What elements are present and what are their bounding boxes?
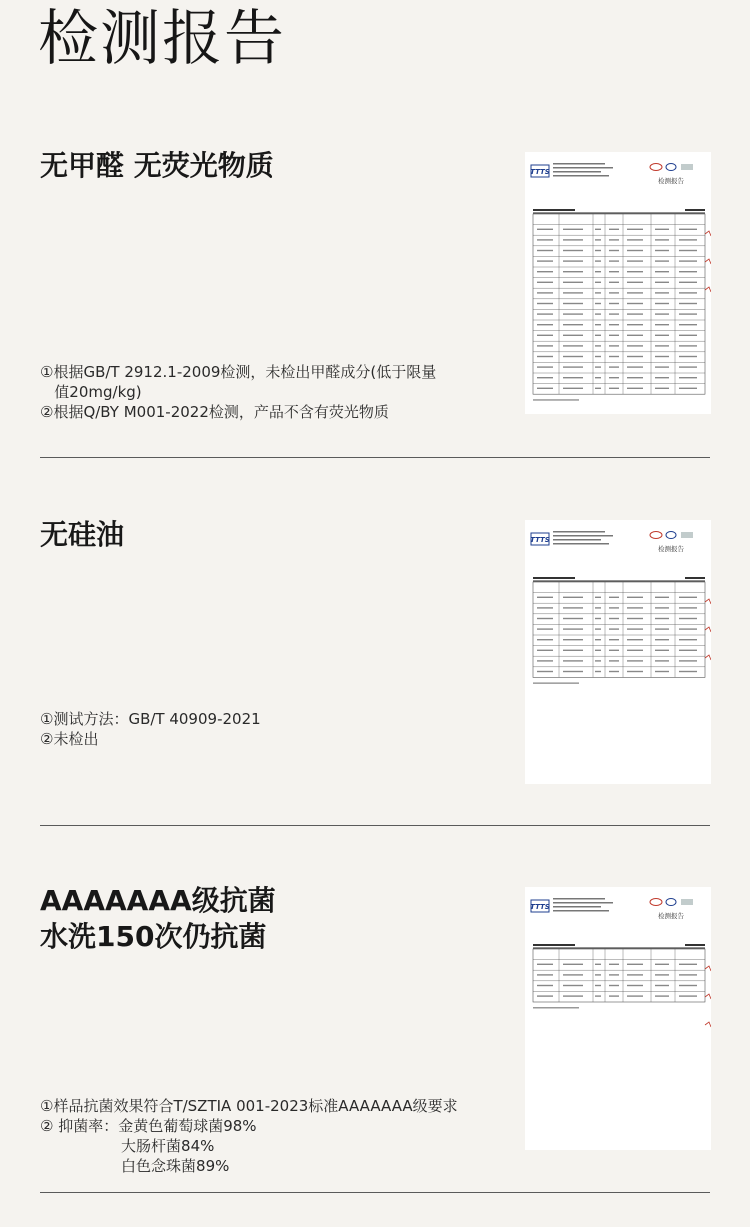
- table-cell-text: [563, 671, 583, 672]
- report-number-line: [533, 577, 575, 579]
- cert-logo-icon: [650, 164, 662, 171]
- table-cell-text: [595, 995, 601, 996]
- table-cell-text: [627, 597, 643, 598]
- table-cell-text: [563, 650, 583, 651]
- table-cell-text: [609, 639, 619, 640]
- table-cell-text: [537, 607, 553, 608]
- table-cell-text: [595, 660, 601, 661]
- table-cell-text: [627, 974, 643, 975]
- table-cell-text: [609, 671, 619, 672]
- table-cell-text: [595, 250, 601, 251]
- table-cell-text: [655, 313, 669, 314]
- red-mark: [705, 231, 711, 236]
- table-cell-text: [627, 377, 643, 378]
- table-cell-text: [595, 618, 601, 619]
- table-cell-text: [679, 229, 697, 230]
- table-cell-text: [595, 628, 601, 629]
- table-cell-text: [609, 995, 619, 996]
- table-cell-text: [595, 324, 601, 325]
- red-mark: [705, 287, 711, 292]
- table-cell-text: [563, 607, 583, 608]
- table-cell-text: [537, 229, 553, 230]
- table-cell-text: [609, 292, 619, 293]
- test-report-image: [525, 152, 711, 414]
- table-cell-text: [595, 366, 601, 367]
- table-cell-text: [537, 974, 553, 975]
- table-cell-text: [563, 271, 583, 272]
- header-text-line: [553, 167, 613, 169]
- table-cell-text: [627, 388, 643, 389]
- table-cell-text: [609, 618, 619, 619]
- table-cell-text: [609, 303, 619, 304]
- table-cell-text: [655, 597, 669, 598]
- note-line: ②根据Q/BY M001-2022检测，产品不含有荧光物质: [40, 403, 389, 421]
- table-cell-text: [537, 345, 553, 346]
- table-cell-text: [627, 660, 643, 661]
- table-cell-text: [563, 388, 583, 389]
- section-notes: [40, 1096, 458, 1176]
- table-cell-text: [655, 639, 669, 640]
- red-mark: [705, 966, 711, 971]
- table-cell-text: [655, 250, 669, 251]
- header-text-line: [553, 175, 609, 177]
- table-cell-text: [563, 366, 583, 367]
- table-cell-text: [679, 313, 697, 314]
- cert-logo-icon: [650, 899, 662, 906]
- lab-logo-text: TTTS: [530, 903, 550, 911]
- table-cell-text: [655, 985, 669, 986]
- note-line: ①样品抗菌效果符合T/SZTIA 001-2023标准AAAAAAA级要求: [40, 1097, 458, 1115]
- page-number-line: [685, 577, 705, 579]
- table-cell-text: [595, 388, 601, 389]
- red-mark: [705, 259, 711, 264]
- table-cell-text: [595, 303, 601, 304]
- report-label: 检测报告: [658, 545, 684, 553]
- table-cell-text: [537, 239, 553, 240]
- section-heading: [40, 883, 276, 955]
- red-mark: [705, 627, 711, 632]
- table-cell-text: [627, 628, 643, 629]
- table-cell-text: [655, 607, 669, 608]
- table-cell-text: [655, 229, 669, 230]
- table-cell-text: [627, 282, 643, 283]
- table-cell-text: [627, 995, 643, 996]
- table-cell-text: [679, 335, 697, 336]
- table-cell-text: [595, 597, 601, 598]
- table-cell-text: [627, 345, 643, 346]
- table-cell-text: [563, 985, 583, 986]
- table-cell-text: [595, 974, 601, 975]
- table-cell-text: [609, 260, 619, 261]
- table-cell-text: [537, 377, 553, 378]
- table-cell-text: [679, 260, 697, 261]
- table-cell-text: [627, 671, 643, 672]
- table-cell-text: [655, 345, 669, 346]
- table-cell-text: [627, 271, 643, 272]
- footer-text-line: [533, 399, 579, 401]
- table-cell-text: [609, 345, 619, 346]
- table-cell-text: [627, 313, 643, 314]
- table-cell-text: [679, 597, 697, 598]
- table-cell-text: [595, 271, 601, 272]
- table-cell-text: [537, 650, 553, 651]
- table-cell-text: [537, 597, 553, 598]
- table-cell-text: [627, 985, 643, 986]
- section-heading-line: AAAAAAA级抗菌: [40, 884, 276, 917]
- table-cell-text: [537, 366, 553, 367]
- divider: [40, 457, 710, 458]
- table-cell-text: [679, 292, 697, 293]
- table-cell-text: [655, 303, 669, 304]
- table-cell-text: [609, 335, 619, 336]
- header-text-line: [553, 898, 605, 900]
- table-cell-text: [595, 335, 601, 336]
- table-cell-text: [537, 671, 553, 672]
- table-cell-text: [595, 292, 601, 293]
- table-cell-text: [655, 618, 669, 619]
- divider: [40, 1192, 710, 1193]
- report-number-line: [533, 209, 575, 211]
- header-text-line: [553, 171, 601, 173]
- note-line: 值20mg/kg): [40, 383, 142, 401]
- table-cell-text: [563, 356, 583, 357]
- table-cell-text: [537, 618, 553, 619]
- table-cell-text: [679, 650, 697, 651]
- test-report-image: [525, 887, 711, 1150]
- table-cell-text: [537, 964, 553, 965]
- table-cell-text: [563, 618, 583, 619]
- table-cell-text: [679, 995, 697, 996]
- table-cell-text: [627, 366, 643, 367]
- table-cell-text: [679, 671, 697, 672]
- table-cell-text: [679, 388, 697, 389]
- table-cell-text: [679, 964, 697, 965]
- table-cell-text: [537, 271, 553, 272]
- table-cell-text: [595, 377, 601, 378]
- table-cell-text: [609, 660, 619, 661]
- note-line: 大肠杆菌84%: [40, 1137, 215, 1155]
- red-mark: [705, 599, 711, 604]
- table-cell-text: [609, 388, 619, 389]
- table-cell-text: [679, 366, 697, 367]
- table-cell-text: [655, 650, 669, 651]
- table-cell-text: [679, 974, 697, 975]
- table-cell-text: [537, 303, 553, 304]
- cert-logo-icon: [666, 899, 676, 906]
- table-cell-text: [627, 324, 643, 325]
- table-cell-text: [627, 229, 643, 230]
- footer-text-line: [533, 1007, 579, 1009]
- table-cell-text: [627, 292, 643, 293]
- section-heading: [40, 148, 274, 184]
- table-cell-text: [609, 597, 619, 598]
- table-cell-text: [563, 250, 583, 251]
- table-cell-text: [627, 303, 643, 304]
- report-number-line: [533, 944, 575, 946]
- section-notes: [40, 362, 436, 422]
- table-cell-text: [563, 995, 583, 996]
- section-heading-line: 无硅油: [40, 518, 125, 551]
- table-cell-text: [609, 356, 619, 357]
- report-label: 检测报告: [658, 912, 684, 920]
- lab-logo-text: TTTS: [530, 536, 550, 544]
- table-cell-text: [627, 650, 643, 651]
- note-line: ①根据GB/T 2912.1-2009检测，未检出甲醛成分(低于限量: [40, 363, 437, 381]
- table-cell-text: [679, 618, 697, 619]
- table-cell-text: [679, 607, 697, 608]
- table-cell-text: [563, 335, 583, 336]
- note-line: ②未检出: [40, 730, 99, 748]
- table-cell-text: [679, 356, 697, 357]
- table-cell-text: [655, 377, 669, 378]
- table-cell-text: [655, 660, 669, 661]
- table-cell-text: [563, 660, 583, 661]
- table-cell-text: [563, 229, 583, 230]
- table-cell-text: [609, 250, 619, 251]
- table-cell-text: [537, 995, 553, 996]
- table-cell-text: [563, 303, 583, 304]
- cert-logo-icon: [666, 532, 676, 539]
- table-cell-text: [537, 282, 553, 283]
- table-cell-text: [609, 271, 619, 272]
- header-text-line: [553, 910, 609, 912]
- table-cell-text: [537, 313, 553, 314]
- table-cell-text: [595, 345, 601, 346]
- table-cell-text: [679, 639, 697, 640]
- table-cell-text: [679, 250, 697, 251]
- table-cell-text: [563, 345, 583, 346]
- table-cell-text: [563, 377, 583, 378]
- table-cell-text: [537, 985, 553, 986]
- cert-logo-icon: [681, 164, 693, 170]
- table-cell-text: [609, 324, 619, 325]
- table-cell-text: [679, 377, 697, 378]
- table-cell-text: [609, 628, 619, 629]
- report-label: 检测报告: [658, 177, 684, 185]
- header-text-line: [553, 163, 605, 165]
- table-cell-text: [537, 324, 553, 325]
- table-cell-text: [595, 282, 601, 283]
- table-cell-text: [537, 260, 553, 261]
- table-cell-text: [563, 282, 583, 283]
- table-cell-text: [679, 628, 697, 629]
- table-cell-text: [609, 229, 619, 230]
- table-cell-text: [655, 356, 669, 357]
- table-cell-text: [655, 260, 669, 261]
- table-cell-text: [595, 650, 601, 651]
- cert-logo-icon: [650, 532, 662, 539]
- table-cell-text: [609, 313, 619, 314]
- table-cell-text: [627, 335, 643, 336]
- table-cell-text: [655, 324, 669, 325]
- section-heading-line: 无甲醛 无荧光物质: [40, 149, 274, 182]
- page-number-line: [685, 209, 705, 211]
- table-cell-text: [609, 650, 619, 651]
- header-text-line: [553, 906, 601, 908]
- table-cell-text: [595, 229, 601, 230]
- table-cell-text: [655, 964, 669, 965]
- table-cell-text: [563, 260, 583, 261]
- divider: [40, 825, 710, 826]
- table-cell-text: [595, 985, 601, 986]
- table-cell-text: [609, 985, 619, 986]
- cert-logo-icon: [666, 164, 676, 171]
- table-cell-text: [609, 377, 619, 378]
- table-cell-text: [609, 366, 619, 367]
- table-cell-text: [595, 356, 601, 357]
- table-cell-text: [537, 292, 553, 293]
- table-cell-text: [595, 239, 601, 240]
- table-cell-text: [679, 324, 697, 325]
- table-cell-text: [595, 964, 601, 965]
- table-cell-text: [563, 597, 583, 598]
- table-cell-text: [679, 660, 697, 661]
- note-line: ①测试方法：GB/T 40909-2021: [40, 710, 261, 728]
- table-cell-text: [609, 964, 619, 965]
- table-cell-text: [655, 388, 669, 389]
- table-cell-text: [655, 366, 669, 367]
- table-cell-text: [627, 607, 643, 608]
- table-cell-text: [655, 995, 669, 996]
- table-cell-text: [537, 639, 553, 640]
- table-cell-text: [679, 271, 697, 272]
- red-mark: [705, 1022, 711, 1027]
- table-cell-text: [537, 250, 553, 251]
- table-cell-text: [655, 271, 669, 272]
- table-cell-text: [563, 292, 583, 293]
- table-cell-text: [595, 671, 601, 672]
- red-mark: [705, 655, 711, 660]
- red-mark: [705, 994, 711, 999]
- table-cell-text: [563, 239, 583, 240]
- table-cell-text: [609, 282, 619, 283]
- page-number-line: [685, 944, 705, 946]
- table-cell-text: [563, 324, 583, 325]
- table-cell-text: [655, 239, 669, 240]
- table-cell-text: [563, 974, 583, 975]
- table-cell-text: [627, 618, 643, 619]
- table-cell-text: [563, 628, 583, 629]
- cert-logo-icon: [681, 532, 693, 538]
- table-cell-text: [595, 607, 601, 608]
- table-cell-text: [627, 964, 643, 965]
- table-cell-text: [563, 313, 583, 314]
- table-cell-text: [537, 660, 553, 661]
- note-line: ② 抑菌率：金黄色葡萄球菌98%: [40, 1117, 257, 1135]
- table-cell-text: [609, 974, 619, 975]
- table-cell-text: [609, 239, 619, 240]
- table-cell-text: [563, 639, 583, 640]
- table-cell-text: [563, 964, 583, 965]
- table-cell-text: [655, 292, 669, 293]
- table-cell-text: [679, 282, 697, 283]
- header-text-line: [553, 535, 613, 537]
- table-cell-text: [655, 282, 669, 283]
- note-line: 白色念珠菌89%: [40, 1157, 230, 1175]
- table-cell-text: [627, 639, 643, 640]
- table-cell-text: [679, 985, 697, 986]
- table-cell-text: [537, 628, 553, 629]
- table-cell-text: [595, 313, 601, 314]
- table-cell-text: [655, 335, 669, 336]
- table-cell-text: [627, 260, 643, 261]
- table-cell-text: [627, 356, 643, 357]
- table-cell-text: [655, 671, 669, 672]
- table-cell-text: [537, 356, 553, 357]
- table-cell-text: [627, 250, 643, 251]
- table-cell-text: [537, 335, 553, 336]
- table-cell-text: [595, 260, 601, 261]
- cert-logo-icon: [681, 899, 693, 905]
- page-title: 检测报告: [38, 4, 286, 74]
- table-cell-text: [595, 639, 601, 640]
- section-notes: [40, 709, 261, 749]
- table-cell-text: [679, 239, 697, 240]
- lab-logo-text: TTTS: [530, 168, 550, 176]
- table-cell-text: [655, 974, 669, 975]
- section-heading-line: 水洗150次仍抗菌: [40, 920, 267, 953]
- table-cell-text: [609, 607, 619, 608]
- footer-text-line: [533, 682, 579, 684]
- table-cell-text: [655, 628, 669, 629]
- header-text-line: [553, 543, 609, 545]
- table-cell-text: [679, 345, 697, 346]
- table-cell-text: [627, 239, 643, 240]
- table-cell-text: [537, 388, 553, 389]
- header-text-line: [553, 531, 605, 533]
- table-cell-text: [679, 303, 697, 304]
- header-text-line: [553, 539, 601, 541]
- header-text-line: [553, 902, 613, 904]
- test-report-image: [525, 520, 711, 784]
- section-heading: [40, 517, 124, 553]
